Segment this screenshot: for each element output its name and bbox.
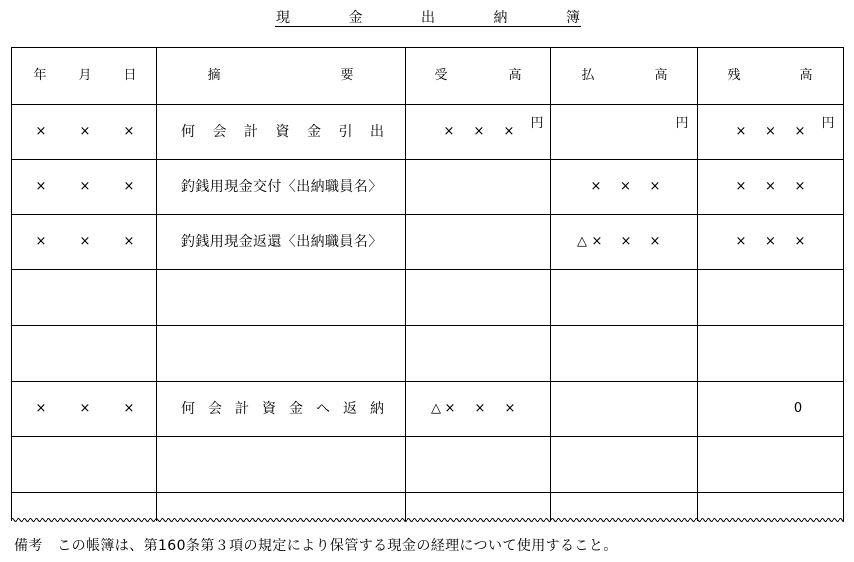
- char: 要: [340, 68, 354, 83]
- yen-unit: 円: [675, 116, 689, 131]
- payments-value: [589, 179, 662, 195]
- char: ×: [765, 124, 776, 139]
- char: 会: [212, 124, 227, 140]
- receipts-cell: [406, 160, 550, 214]
- yen-unit: 円: [821, 116, 835, 131]
- receipts-cell: [406, 382, 550, 436]
- char: ×: [79, 179, 91, 194]
- header-balance: [727, 68, 813, 84]
- char: 何: [181, 124, 195, 140]
- char: 残: [727, 68, 741, 83]
- char: ×: [735, 124, 747, 139]
- receipts-cell: [406, 105, 550, 159]
- date-value: [34, 179, 136, 195]
- char: 出: [370, 124, 384, 140]
- char: 引: [338, 124, 353, 140]
- description-cell: [157, 437, 405, 492]
- header-payments: [581, 68, 668, 84]
- date-cell: [12, 326, 156, 381]
- char: 高: [799, 68, 813, 83]
- title-underline: [275, 26, 581, 27]
- balance-value: [734, 124, 807, 140]
- char: ×: [79, 234, 91, 249]
- char: 金: [348, 10, 363, 26]
- negative-triangle-mark: △: [431, 401, 441, 416]
- char: 日: [123, 68, 137, 83]
- date-value: [34, 124, 136, 140]
- char: 受: [434, 68, 448, 83]
- header-receipts-cell: [406, 48, 550, 104]
- balance-cell: [698, 215, 843, 269]
- payments-cell: [551, 326, 697, 381]
- date-cell: [12, 105, 156, 159]
- header-description-cell: [157, 48, 405, 104]
- receipts-value: [442, 124, 516, 140]
- date-value: [34, 401, 136, 417]
- description-value: [181, 124, 384, 140]
- char: 資: [275, 124, 290, 140]
- header-date: [33, 68, 137, 84]
- char: ×: [765, 234, 776, 249]
- char: ×: [35, 124, 47, 139]
- description-cell: [157, 160, 405, 214]
- char: ×: [620, 234, 632, 249]
- char: 現: [276, 10, 290, 26]
- char: 払: [581, 68, 595, 83]
- date-cell: [12, 215, 156, 269]
- header-receipts: [434, 68, 522, 84]
- char: ×: [79, 401, 91, 416]
- date-cell: [12, 437, 156, 492]
- balance-cell: [698, 270, 843, 325]
- char: 資: [262, 401, 276, 417]
- char: ×: [123, 179, 135, 194]
- char: ×: [35, 401, 47, 416]
- receipts-cell: [406, 215, 550, 269]
- char: ×: [79, 124, 91, 139]
- char: ×: [35, 234, 47, 249]
- char: ×: [503, 124, 515, 139]
- char: 何: [181, 401, 195, 417]
- balance-value: [734, 179, 807, 195]
- payments-cell: [551, 382, 697, 436]
- yen-unit: 円: [530, 116, 544, 131]
- payments-cell: [551, 437, 697, 492]
- balance-value: 0: [793, 401, 803, 416]
- char: 高: [508, 68, 522, 83]
- char: ×: [35, 179, 47, 194]
- description-cell: [157, 326, 405, 381]
- char: 高: [654, 68, 668, 83]
- cash-ledger-table: [11, 47, 844, 521]
- char: ×: [765, 179, 776, 194]
- balance-cell: [698, 326, 843, 381]
- balance-cell: [698, 105, 843, 159]
- char: ×: [123, 124, 135, 139]
- char: ×: [590, 179, 602, 194]
- payments-cell: [551, 160, 697, 214]
- header-payments-cell: [551, 48, 697, 104]
- negative-triangle-mark: △: [577, 234, 587, 249]
- char: ×: [735, 179, 747, 194]
- date-cell: [12, 160, 156, 214]
- char: ×: [620, 179, 631, 194]
- header-description: [207, 68, 354, 84]
- char: 計: [235, 401, 249, 417]
- char: ×: [794, 234, 806, 249]
- balance-value: [734, 234, 807, 250]
- char: ×: [504, 401, 516, 416]
- description-cell: [157, 105, 405, 159]
- balance-cell: [698, 437, 843, 492]
- char: へ: [316, 401, 330, 417]
- balance-cell: [698, 382, 843, 436]
- char: ×: [123, 401, 135, 416]
- date-cell: [12, 270, 156, 325]
- char: ×: [474, 401, 486, 416]
- description-cell: [157, 270, 405, 325]
- payments-cell: [551, 270, 697, 325]
- table-cut-wave-line: [11, 515, 844, 525]
- char: ×: [473, 124, 485, 139]
- payments-value: [590, 234, 662, 250]
- char: 金: [289, 401, 303, 417]
- char: ×: [735, 234, 747, 249]
- header-balance-cell: [698, 48, 843, 104]
- char: 納: [370, 401, 384, 417]
- receipts-cell: [406, 326, 550, 381]
- char: ×: [794, 124, 806, 139]
- char: ×: [444, 401, 456, 416]
- char: 計: [244, 124, 258, 140]
- payments-cell: [551, 105, 697, 159]
- receipts-value: [443, 401, 517, 417]
- char: 返: [343, 401, 357, 417]
- page-title: [276, 10, 580, 26]
- remarks-note: 備考 この帳簿は、第160条第３項の規定により保管する現金の経理について使用すること。: [14, 538, 618, 554]
- char: ×: [649, 179, 661, 194]
- char: 出: [421, 10, 435, 26]
- char: 会: [208, 401, 222, 417]
- char: ×: [794, 179, 806, 194]
- char: 月: [78, 68, 92, 83]
- description-value: [181, 401, 384, 417]
- char: 摘: [207, 68, 221, 83]
- date-cell: [12, 382, 156, 436]
- receipts-cell: [406, 270, 550, 325]
- char: 納: [493, 10, 508, 26]
- char: ×: [443, 124, 455, 139]
- header-date-cell: [12, 48, 156, 104]
- char: ×: [123, 234, 135, 249]
- description-value: 釣銭用現金交付〈出納職員名〉: [181, 179, 383, 195]
- char: 簿: [566, 10, 580, 26]
- description-cell: [157, 215, 405, 269]
- balance-cell: [698, 160, 843, 214]
- char: ×: [591, 234, 603, 249]
- char: 年: [33, 68, 47, 83]
- char: 金: [307, 124, 321, 140]
- char: ×: [649, 234, 661, 249]
- description-value: 釣銭用現金返還〈出納職員名〉: [181, 234, 383, 250]
- payments-cell: [551, 215, 697, 269]
- description-cell: [157, 382, 405, 436]
- date-value: [34, 234, 136, 250]
- receipts-cell: [406, 437, 550, 492]
